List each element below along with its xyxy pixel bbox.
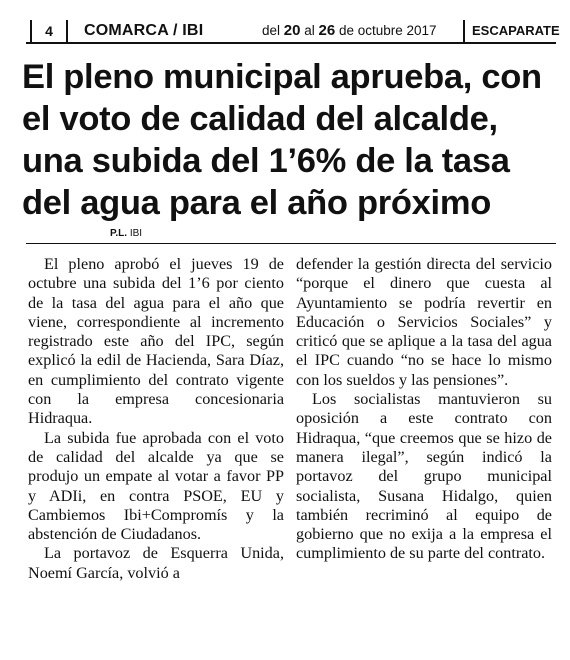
article-column-right	[296, 255, 552, 564]
publication-name: ESCAPARATE	[472, 23, 560, 38]
article-column-left	[28, 255, 284, 583]
header-divider	[463, 20, 465, 42]
date-prefix: del	[262, 23, 281, 38]
headline-line: una subida del 1’6% de la tasa	[22, 142, 510, 180]
headline-line: El pleno municipal aprueba, con	[22, 58, 542, 96]
page-header	[0, 0, 570, 44]
date-connector: al	[304, 23, 315, 38]
page-number: 4	[30, 20, 68, 42]
header-rule	[26, 42, 556, 44]
date-day-from: 20	[283, 22, 301, 39]
byline-rule	[26, 243, 556, 244]
date-month-year: de octubre 2017	[338, 23, 437, 38]
article-paragraph: La subida fue aprobada con el voto de calidad del alcalde ya que se produjo un empate al votar a favor PP y ADIi, en contra PSOE, EU y Cambiemos Ibi+Compromís y la abstención de Ciudadanos.	[28, 428, 284, 544]
article-paragraph: Los socialistas mantuvieron su oposición a este contrato con Hidraqua, “que creemos que se hizo de manera ilegal”, según indicó la portavoz del grupo municipal socialista, Susana Hidalgo, quien también recriminó al equipo de gobierno que no exija a la empresa el cumplimiento de su parte del contrato.	[296, 390, 552, 563]
byline-author: P.L.	[110, 228, 128, 239]
headline-line: el voto de calidad del alcalde,	[22, 100, 498, 138]
date-day-to: 26	[318, 22, 336, 39]
article-headline	[22, 56, 562, 224]
headline-line: del agua para el año próximo	[22, 184, 491, 222]
section-name: COMARCA / IBI	[84, 22, 204, 39]
article-paragraph: La portavoz de Esquerra Unida, Noemí García, volvió a	[28, 544, 284, 582]
issue-date	[262, 20, 437, 42]
article-paragraph: El pleno aprobó el jueves 19 de octubre una subida del 1’6 por ciento de la tasa del agua para el año que viene, correspondiente al incremento registrado este año del IPC, según explicó la edil de Hacienda, Sara Díaz, en cumplimiento del contrato vigente con la empresa concesionaria Hidraqua.	[28, 255, 284, 428]
byline-place: IBI	[129, 228, 143, 239]
article-paragraph: defender la gestión directa del servicio “porque el dinero que cuesta al Ayuntamiento se podría revertir en Educación o Servicios Sociales” y criticó que se aplique a la tasa del agua el IPC cuando “no se hace lo mismo con los sueldos y las pensiones”.	[296, 255, 552, 389]
byline	[110, 227, 142, 241]
